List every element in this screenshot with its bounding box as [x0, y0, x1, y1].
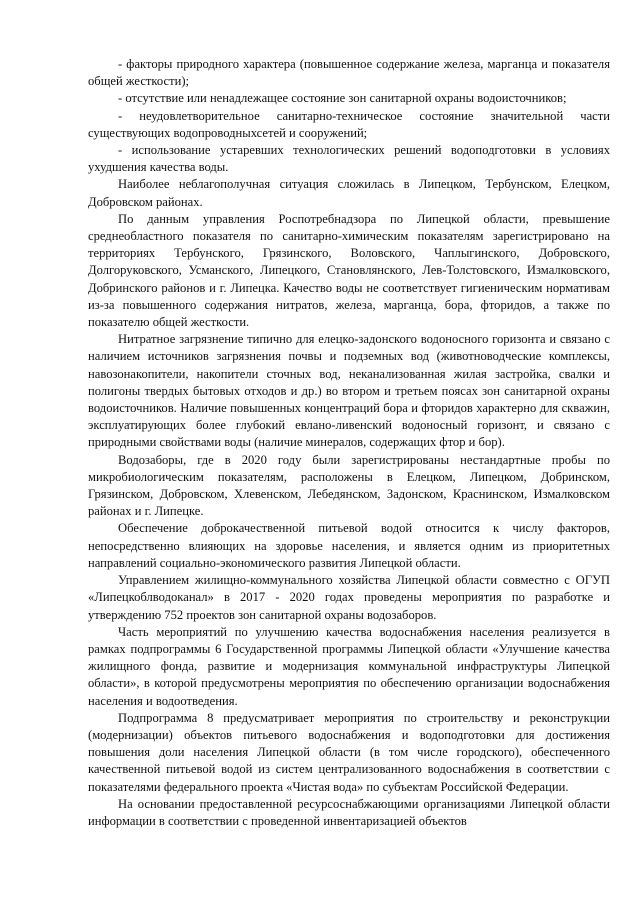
list-item-network-condition: - неудовлетворительное санитарно-техническое состояние значительной части существующих водопроводныхсетей и сооружений; — [88, 108, 610, 140]
paragraph-worst-districts: Наиболее неблагополучная ситуация сложилась в Липецком, Тербунском, Елецком, Добровском районах. — [88, 177, 610, 209]
list-item-outdated-technology: - использование устаревших технологических решений водоподготовки в условиях ухудшения качества воды. — [88, 143, 610, 175]
paragraph-nitrate-pollution: Нитратное загрязнение типично для елецко-задонского водоносного горизонта и связано с наличием источников загрязнения почвы и подземных вод (животноводческие комплексы, навозонакопители, накопители сточных вод, неканализованная жилая застройка, свалки и полигоны твердых бытовых отходов и др.) во втором и третьем поясах зон санитарной охраны водоисточников. Наличие повышенных концентраций бора и фторидов характерно для скважин, эксплуатирующих более глубокий евлано-ливенский водоносный горизонт, и связано с природными свойствами воды (наличие минералов, содержащих фтор и бор). — [88, 332, 610, 450]
paragraph-water-quality-priority: Обеспечение доброкачественной питьевой водой относится к числу факторов, непосредственно влияющих на здоровье населения, и является одним из приоритетных направлений социально-экономического развития Липецкой области. — [88, 521, 610, 570]
list-item-protection-zones: - отсутствие или ненадлежащее состояние зон санитарной охраны водоисточников; — [118, 91, 567, 106]
paragraph-rospotrebnadzor-data: По данным управления Роспотребнадзора по Липецкой области, превышение среднеобластного показателя по санитарно-химическим показателям зарегистрировано на территориях Тербунского, Грязинского, Воловского, Чаплыгинского, Добровского, Долгоруковского, Усманского, Липецкого, Становлянского, Лев-Толстовского, Измалковского, Добринского районов и г. Липецка. Качество воды не соответствует гигиеническим нормативам из-за повышенного содержания нитратов, железа, марганца, бора, фторидов, а также по показателю общей жесткости. — [88, 211, 610, 330]
list-item-natural-factors: - факторы природного характера (повышенное содержание железа, марганца и показателя общей жесткости); — [88, 57, 610, 89]
paragraph-subprogram-6: Часть мероприятий по улучшению качества водоснабжения населения реализуется в рамках подпрограммы 6 Государственной программы Липецкой области «Улучшение качества жилищного фонда, развитие и модернизация коммунальной инфраструктуры Липецкой области», в которой предусмотрены мероприятия по обеспечению организации водоснабжения населения и водоотведения. — [88, 624, 610, 708]
paragraph-protection-zone-projects: Управлением жилищно-коммунального хозяйства Липецкой области совместно с ОГУП «Липецкоблводоканал» в 2017 - 2020 годах проведены мероприятия по разработке и утверждению 752 проектов зон санитарной охраны водозаборов. — [88, 573, 610, 622]
document-page — [88, 56, 610, 830]
paragraph-microbiological-samples: Водозаборы, где в 2020 году были зарегистрированы нестандартные пробы по микробиологическим показателям, расположены в Елецком, Липецком, Добринском, Грязинском, Добровском, Хлевенском, Лебедянском, Задонском, Краснинском, Измалковском районах и г. Липецке. — [88, 452, 610, 519]
paragraph-subprogram-8: Подпрограмма 8 предусматривает мероприятия по строительству и реконструкции (модернизации) объектов питьевого водоснабжения и водоподготовки для достижения повышения доли населения Липецкой области (в том числе городского), обеспеченного качественной питьевой водой из систем централизованного водоснабжения в соответствии с показателями федерального проекта «Чистая вода» по субъектам Российской Федерации. — [88, 710, 610, 794]
paragraph-inventory: На основании предоставленной ресурсоснабжающими организациями Липецкой области информации в соответствии с проведенной инвентаризацией объектов — [88, 796, 610, 828]
